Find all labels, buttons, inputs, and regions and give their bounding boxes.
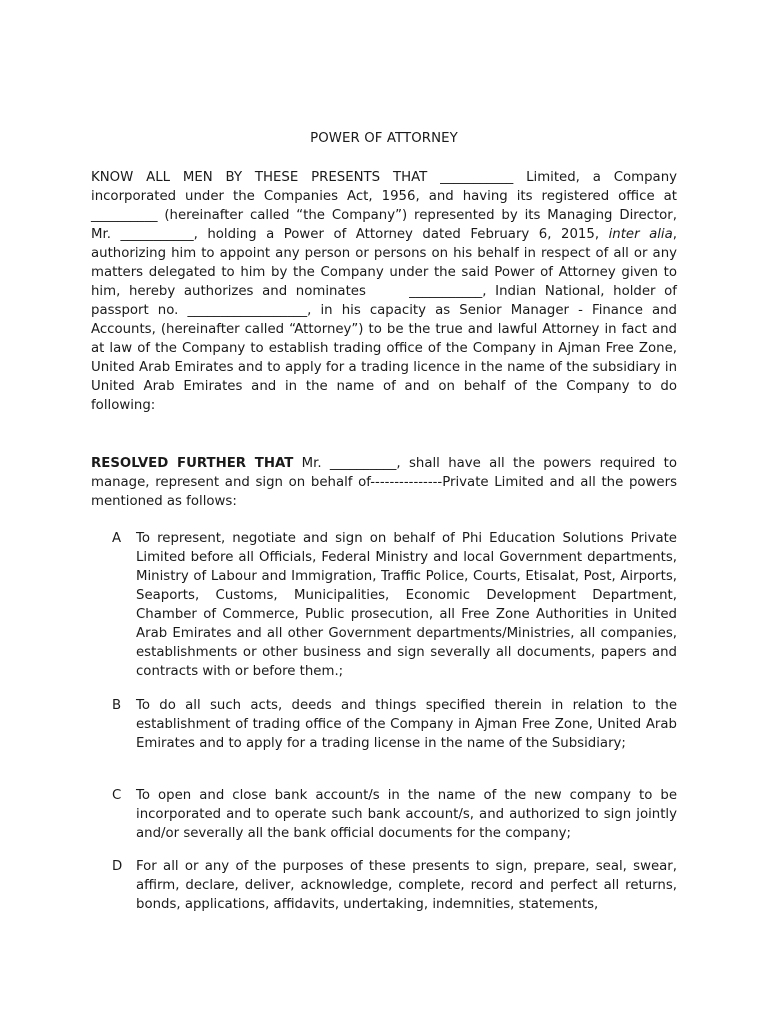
list-item-text: To represent, negotiate and sign on behalf of Phi Education Solutions Private Limited before all Officials, Federal Ministry and local Government departments, Ministry of Labour and Immigration, Traffic Police, Courts, Etisalat, Post, Airports, Seaports, Customs, Municipalities, Economic Development Department, Chamber of Commerce, Public prosecution, all Free Zone Authorities in United Arab Emirates and all other Government departments/Ministries, all companies, establishments or other business and sign severally all documents, papers and contracts with or before them.; <box>136 531 677 679</box>
intro-italic-text: inter alia <box>608 227 673 242</box>
resolved-heading: RESOLVED FURTHER THAT <box>91 456 294 471</box>
intro-paragraph <box>91 168 677 415</box>
list-item-text: To open and close bank account/s in the name of the new company to be incorporated and to operate such bank account/s, and authorized to sign jointly and/or severally all the bank official documents for the company; <box>136 788 677 841</box>
list-item-a <box>112 529 677 681</box>
list-item-letter: B <box>112 698 122 713</box>
list-item-b <box>112 696 677 753</box>
list-item-text: To do all such acts, deeds and things specified therein in relation to the establishment of trading office of the Company in Ajman Free Zone, United Arab Emirates and to apply for a trading license in the name of the Subsidiary; <box>136 698 677 751</box>
document-title: POWER OF ATTORNEY <box>310 131 458 146</box>
list-item-letter: D <box>112 859 123 874</box>
list-item-text: For all or any of the purposes of these presents to sign, prepare, seal, swear, affirm, declare, deliver, acknowledge, complete, record and perfect all returns, bonds, applications, affidavits, undertaking, indemnities, statements, <box>136 859 677 912</box>
resolved-paragraph <box>91 454 677 511</box>
resolved-text: Mr. __________, shall have all the powers required to manage, represent and sign on behalf of---------------Private Limited and all the powers mentioned as follows: <box>91 456 677 509</box>
list-item-d <box>112 857 677 914</box>
intro-text-part1: KNOW ALL MEN BY THESE PRESENTS THAT ___________ Limited, a Company incorporated under the Companies Act, 1956, and having its registered office at __________ (hereinafter called “the Company”) represented by its Managing Director, Mr. ___________, holding a Power of Attorney dated February 6, 2015, <box>91 170 677 242</box>
intro-text-part2: , authorizing him to appoint any person or persons on his behalf in respect of all or any matters delegated to him by the Company under the said Power of Attorney given to him, hereby authorizes and nominates ___________, Indian National, holder of passport no. __________________, in his capacity as Senior Manager - Finance and Accounts, (hereinafter called “Attorney”) to be the true and lawful Attorney in fact and at law of the Company to establish trading office of the Company in Ajman Free Zone, United Arab Emirates and to apply for a trading licence in the name of the subsidiary in United Arab Emirates and in the name of and on behalf of the Company to do following: <box>91 227 677 413</box>
list-item-letter: C <box>112 788 122 803</box>
list-item-letter: A <box>112 531 122 546</box>
list-item-c <box>112 786 677 843</box>
